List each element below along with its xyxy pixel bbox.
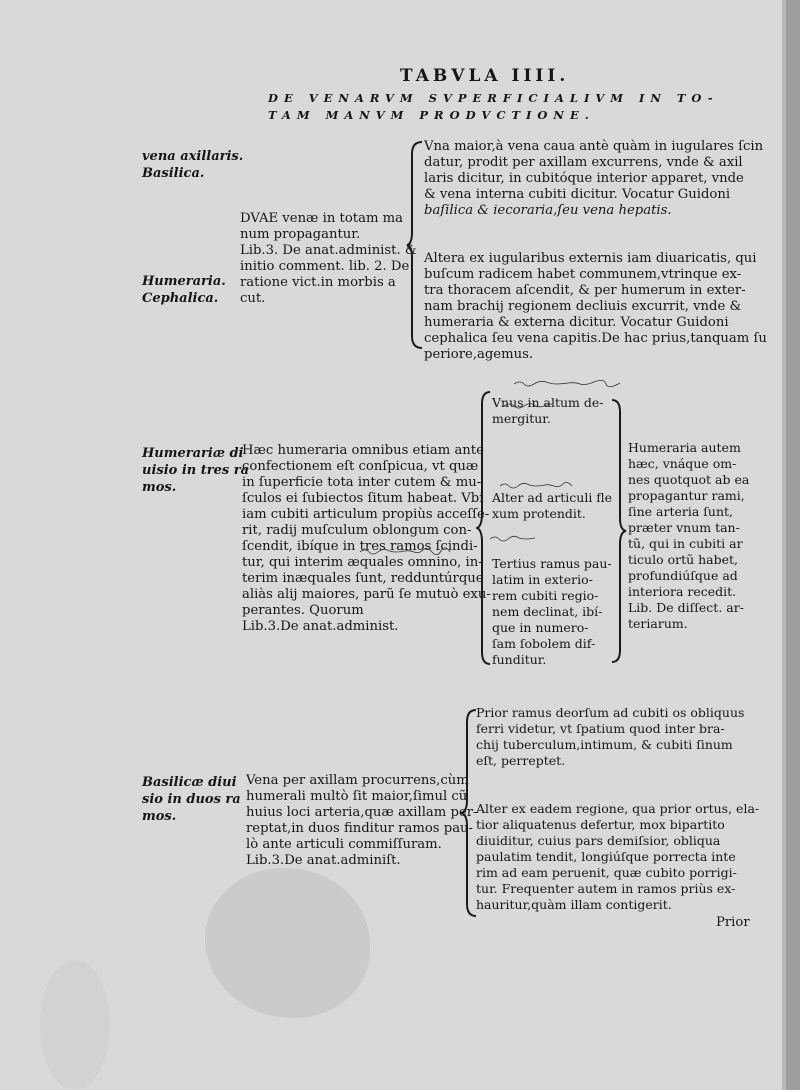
margin-label-cephalica: Cephalica. <box>142 291 219 306</box>
table-subtitle-line2: TAM MANVM PRODVCTIONE. <box>268 108 595 122</box>
page-stain <box>205 868 370 1018</box>
humeraria-division-text: Hæc humeraria omnibus etiam ante confectionem eſt conſpicua, vt quæ in ſuperficie tota inter cutem & mu- ſculos ei ſubiectos ſitum habeat. Vbi iam cubiti articulum propiùs acceſſe- rit, radij muſculum oblongum con- ſcendit, ibíque in tres ramos ſcindi- tur, qui interim æquales omnino, in- terim inæquales ſunt, redduntúrque aliàs alij maiores, parũ ſe mutuò exu- perantes. Quorum Lib.3.De anat.administ. <box>242 443 491 634</box>
handwritten-annotation <box>486 532 546 544</box>
handwritten-annotation <box>500 376 660 416</box>
prior-branch-text: Prior ramus deorſum ad cubiti os obliquus ferri videtur, vt ſpatium quod inter bra- chij tuberculum,intimum, & cubiti ſinum eſt, perreptet. <box>476 705 745 768</box>
margin-label-basilica-division: Basilicæ diui <box>142 775 237 790</box>
margin-label-axillaris: vena axillaris. <box>142 149 244 164</box>
table-title: TABVLA IIII. <box>400 66 570 86</box>
basilica-description: Vna maior,à vena caua antè quàm in iugulares ſcin datur, prodit per axillam excurrens, vnde & axil laris dicitur, in cubitóque interior apparet, vnde & vena interna cubiti dicitur. Vocatur Guidoni baſilica & iecoraria,ſeu vena hepatis. <box>424 139 764 218</box>
branch-one-text: Vnus in altum de- mergitur. <box>492 395 604 426</box>
handwritten-annotation <box>356 544 476 558</box>
page-stain <box>40 960 110 1090</box>
margin-label-humeraria-division: mos. <box>142 480 177 495</box>
table-subtitle-line1: DE VENARVM SVPERFICIALIVM IN TO- <box>268 91 719 105</box>
handwritten-annotation <box>496 478 606 492</box>
margin-label-basilica-division: mos. <box>142 809 177 824</box>
catchword: Prior <box>716 915 750 930</box>
branch-three-text: Tertius ramus pau- latim in exterio- rem cubiti regio- nem declinat, ibí- que in numero- ſam ſobolem dif- funditur. <box>492 556 612 667</box>
basilica-division-text: Vena per axillam procurrens,cùm humerali multò ſit maior,ſimul cũ huius loci arteria,quæ axillam per- reptat,in duos finditur ramos pau- lò ante articuli commiſſuram. Lib.3.De anat.adminiſt. <box>246 773 478 868</box>
curly-brace-closing <box>610 398 628 664</box>
page-edge <box>786 0 800 1090</box>
margin-label-humeraria: Humeraria. <box>142 274 226 289</box>
margin-label-humeraria-division: uisio in tres ra <box>142 463 250 478</box>
branch-two-text: Alter ad articuli fle xum protendit. <box>492 490 613 521</box>
duae-text: DVAE venæ in totam ma num propagantur. Lib.3. De anat.administ. & initio comment. lib. 2. De ratione vict.in morbis a cut. <box>240 211 417 306</box>
margin-label-basilica-division: sio in duos ra <box>142 792 241 807</box>
margin-label-basilica: Basilica. <box>142 166 205 181</box>
cephalica-description: Altera ex iugularibus externis iam diuaricatis, qui buſcum radicem habet communem,vtrinque ex- tra thoracem aſcendit, & per humerum in exter- nam brachij regionem decliuis excurrit, vnde & humeraria & externa dicitur. Vocatur Guidoni cephalica ſeu vena capitis.De hac prius,tanquam ſu periore,agemus. <box>424 251 767 362</box>
margin-label-humeraria-division: Humerariæ di <box>142 446 244 461</box>
curly-brace <box>476 390 492 666</box>
curly-brace <box>406 140 426 350</box>
humeraria-arteria-note: Humeraria autem hæc, vnáque om- nes quotquot ab ea propagantur rami, ſine arteria ſunt, præter vnum tan- tũ, qui in cubiti ar ticulo ortũ habet, profundiúſque ad interiora recedit. Lib. De diſſect. ar- teriarum. <box>628 440 750 631</box>
alter-branch-text: Alter ex eadem regione, qua prior ortus, ela- tior aliquatenus defertur, mox bipartito diuiditur, cuius pars demiſsior, obliqua paulatim tendit, longiúſque porrecta inte rim ad eam peruenit, quæ cubito porrigi- tur. Frequenter autem in ramos priùs ex- hauritur,quàm illam contigerit. <box>476 801 760 912</box>
